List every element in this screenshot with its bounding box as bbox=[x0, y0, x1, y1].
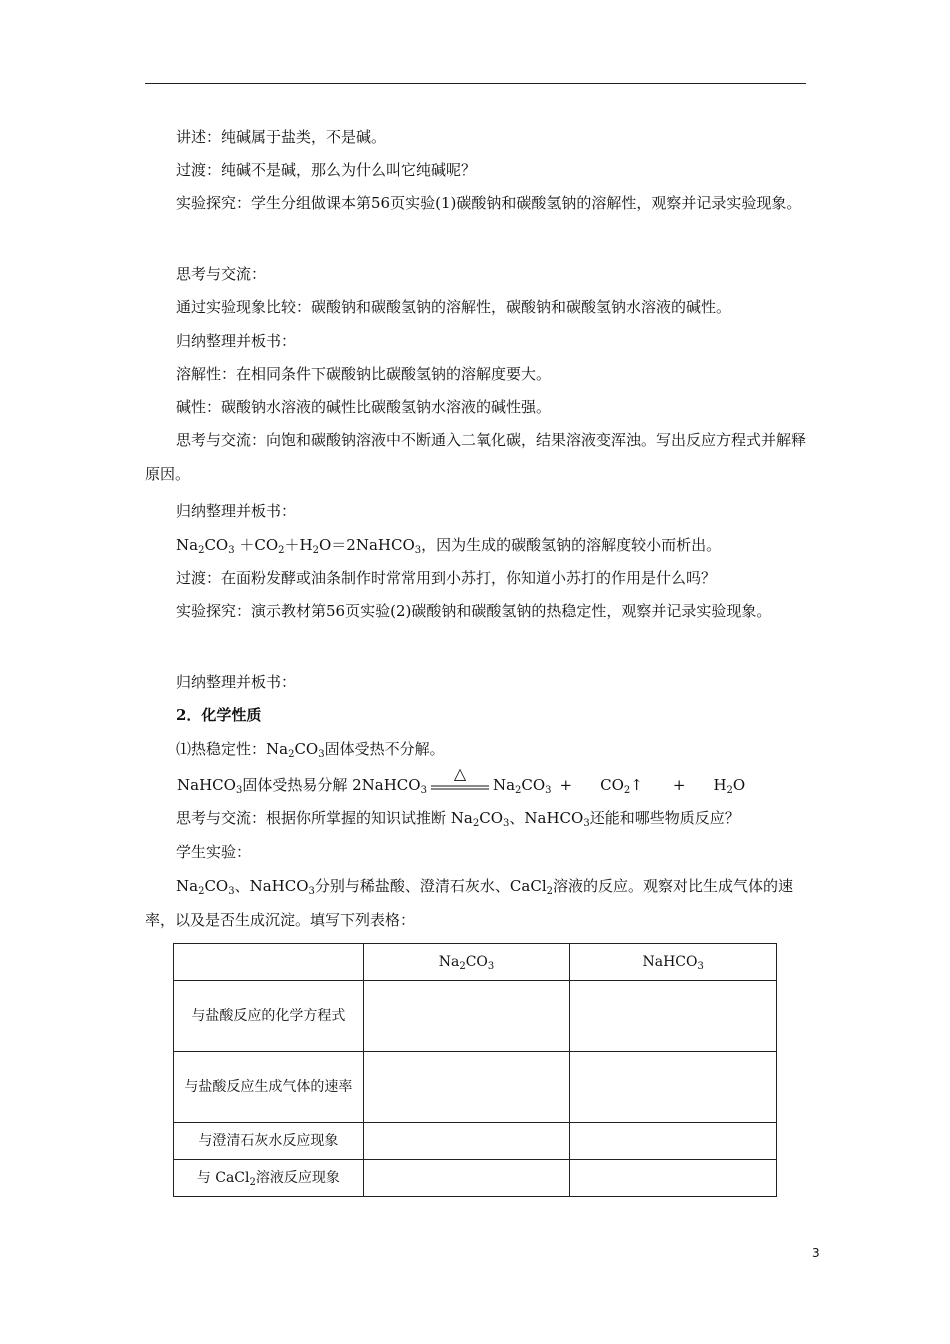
row-label-hcl-equation: 与盐酸反应的化学方程式 bbox=[174, 981, 364, 1052]
section-heading-chemical-properties: 2．化学性质 bbox=[176, 706, 262, 724]
row-label-cacl2: 与 CaCl$_2$溶液反应现象 bbox=[174, 1160, 364, 1197]
reaction-question-line: 思考与交流：根据你所掌握的知识试推断 $Na_2CO_3$、NaHCO$_3$还能和哪些物质反应？ bbox=[176, 809, 740, 829]
table-header-row bbox=[174, 944, 777, 981]
table-row bbox=[174, 1123, 777, 1160]
paragraph-summary-heading: 归纳整理并板书： bbox=[176, 332, 297, 350]
paragraph-baking-transition: 过渡：在面粉发酵或油条制作时常常用到小苏打，你知道小苏打的作用是什么吗？ bbox=[176, 569, 717, 587]
paragraph-experiment-solubility: 实验探究：学生分组做课本第56页实验(1)碳酸钠和碳酸氢钠的溶解性，观察并记录实验现象。 bbox=[176, 194, 802, 212]
gas-evolution-arrow: ↑ bbox=[630, 776, 643, 794]
row-label-gas-rate: 与盐酸反应生成气体的速率 bbox=[174, 1052, 364, 1123]
table-header-empty bbox=[174, 944, 364, 981]
paragraph-discussion-heading: 思考与交流： bbox=[176, 265, 267, 283]
table-header-nahco3: NaHCO$_3$ bbox=[570, 944, 777, 981]
paragraph-comparison: 通过实验现象比较：碳酸钠和碳酸氢钠的溶解性，碳酸钠和碳酸氢钠水溶液的碱性。 bbox=[176, 298, 732, 316]
table-cell-empty bbox=[570, 981, 777, 1052]
table-cell-empty bbox=[570, 1052, 777, 1123]
table-cell-empty bbox=[363, 1123, 570, 1160]
table-row bbox=[174, 1160, 777, 1197]
heat-symbol: △ bbox=[453, 767, 467, 783]
comparison-table bbox=[173, 943, 777, 1197]
table-row bbox=[174, 981, 777, 1052]
table-cell-empty bbox=[570, 1123, 777, 1160]
paragraph-alkalinity-conclusion: 碱性：碳酸钠水溶液的碱性比碳酸氢钠水溶液的碱性强。 bbox=[176, 398, 552, 416]
equation-line: $Na_2CO_3$ $+CO_2+H_2O=2NaHCO_3$，因为生成的碳酸氢钠的溶解度较小而析出。 bbox=[176, 536, 722, 556]
paragraph-student-experiment: 学生实验： bbox=[176, 843, 252, 861]
page-number: 3 bbox=[812, 1246, 820, 1260]
paragraph-experiment-thermal: 实验探究：演示教材第56页实验(2)碳酸钠和碳酸氢钠的热稳定性，观察并记录实验现象。 bbox=[176, 602, 772, 620]
table-cell-empty bbox=[363, 1160, 570, 1197]
table-row bbox=[174, 1052, 777, 1123]
decomposition-equation: NaHCO$_3$固体受热易分解 2NaHCO$_3$ △ $Na_2CO_3$ + $CO_2↑ + H_2O$ bbox=[177, 768, 842, 802]
row-label-limewater: 与澄清石灰水反应现象 bbox=[174, 1123, 364, 1160]
header-rule bbox=[145, 83, 806, 84]
table-cell-empty bbox=[363, 981, 570, 1052]
table-cell-empty bbox=[570, 1160, 777, 1197]
paragraph-solubility-conclusion: 溶解性：在相同条件下碳酸钠比碳酸氢钠的溶解度要大。 bbox=[176, 365, 552, 383]
paragraph-summary-heading-3: 归纳整理并板书： bbox=[176, 673, 297, 691]
table-cell-empty bbox=[363, 1052, 570, 1123]
table-header-na2co3: $Na_2CO_3$ bbox=[363, 944, 570, 981]
paragraph-summary-heading-2: 归纳整理并板书： bbox=[176, 502, 297, 520]
experiment-description: $Na_2CO_3$、NaHCO$_3$分别与稀盐酸、澄清石灰水、CaCl$_2$溶液的反应。观察对比生成气体的速率，以及是否生成沉淀。填写下列表格： bbox=[145, 877, 794, 929]
paragraph-co2-discussion: 思考与交流：向饱和碳酸钠溶液中不断通入二氧化碳，结果溶液变浑浊。写出反应方程式并解释原因。 bbox=[145, 431, 807, 483]
paragraph-transition: 过渡：纯碱不是碱，那么为什么叫它纯碱呢？ bbox=[176, 161, 477, 179]
paragraph-narration: 讲述：纯碱属于盐类，不是碱。 bbox=[176, 128, 387, 146]
thermal-stability-line: ⑴热稳定性：$Na_2CO_3$固体受热不分解。 bbox=[176, 740, 445, 760]
heating-condition-arrow bbox=[429, 767, 491, 793]
